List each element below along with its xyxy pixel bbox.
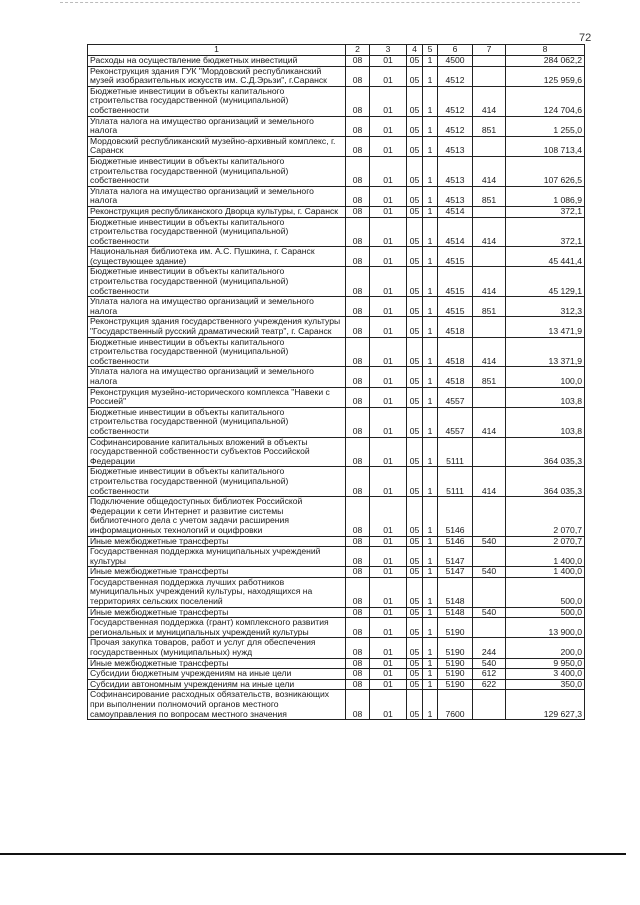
row-name-cell: Мордовский республиканский музейно-архивный комплекс, г. Саранск <box>88 136 346 156</box>
code-cell-2: 08 <box>346 116 370 136</box>
code-cell-3: 01 <box>370 247 407 267</box>
code-cell-7: 851 <box>473 116 506 136</box>
code-cell-6: 4513 <box>438 136 473 156</box>
code-cell-7 <box>473 66 506 86</box>
column-header: 4 <box>407 45 423 56</box>
code-cell-3: 01 <box>370 136 407 156</box>
code-cell-4: 05 <box>407 638 423 658</box>
code-cell-5: 1 <box>423 206 438 217</box>
row-name-cell: Реконструкция музейно-исторического комплекса "Навеки с Россией" <box>88 387 346 407</box>
table-row <box>88 337 585 367</box>
code-cell-4: 05 <box>407 577 423 607</box>
code-cell-2: 08 <box>346 669 370 680</box>
code-cell-4: 05 <box>407 337 423 367</box>
code-cell-5: 1 <box>423 267 438 297</box>
table-row <box>88 669 585 680</box>
code-cell-3: 01 <box>370 669 407 680</box>
code-cell-7: 414 <box>473 86 506 116</box>
amount-cell: 45 129,1 <box>506 267 585 297</box>
code-cell-2: 08 <box>346 337 370 367</box>
code-cell-6: 5111 <box>438 467 473 497</box>
code-cell-6: 5190 <box>438 618 473 638</box>
code-cell-3: 01 <box>370 407 407 437</box>
code-cell-5: 1 <box>423 536 438 547</box>
amount-cell: 500,0 <box>506 577 585 607</box>
table-row <box>88 437 585 467</box>
code-cell-7: 414 <box>473 156 506 186</box>
code-cell-5: 1 <box>423 337 438 367</box>
column-header: 1 <box>88 45 346 56</box>
code-cell-5: 1 <box>423 547 438 567</box>
code-cell-4: 05 <box>407 186 423 206</box>
code-cell-5: 1 <box>423 690 438 720</box>
column-header: 8 <box>506 45 585 56</box>
amount-cell: 1 086,9 <box>506 186 585 206</box>
amount-cell: 103,8 <box>506 407 585 437</box>
code-cell-6: 4518 <box>438 337 473 367</box>
code-cell-7 <box>473 690 506 720</box>
table-row <box>88 86 585 116</box>
code-cell-7 <box>473 497 506 536</box>
amount-cell: 9 950,0 <box>506 658 585 669</box>
code-cell-6: 4515 <box>438 267 473 297</box>
amount-cell: 107 626,5 <box>506 156 585 186</box>
budget-table <box>87 44 585 720</box>
code-cell-6: 4513 <box>438 156 473 186</box>
code-cell-4: 05 <box>407 56 423 67</box>
code-cell-5: 1 <box>423 66 438 86</box>
code-cell-7: 414 <box>473 337 506 367</box>
table-row <box>88 116 585 136</box>
amount-cell: 3 400,0 <box>506 669 585 680</box>
code-cell-2: 08 <box>346 217 370 247</box>
amount-cell: 13 900,0 <box>506 618 585 638</box>
code-cell-6: 4557 <box>438 407 473 437</box>
code-cell-2: 08 <box>346 317 370 337</box>
amount-cell: 2 070,7 <box>506 497 585 536</box>
code-cell-6: 4515 <box>438 247 473 267</box>
code-cell-7 <box>473 247 506 267</box>
code-cell-4: 05 <box>407 156 423 186</box>
code-cell-3: 01 <box>370 679 407 690</box>
code-cell-3: 01 <box>370 367 407 387</box>
code-cell-5: 1 <box>423 497 438 536</box>
amount-cell: 13 471,9 <box>506 317 585 337</box>
table-row <box>88 658 585 669</box>
code-cell-3: 01 <box>370 387 407 407</box>
scan-artifact-line <box>60 2 580 4</box>
column-header: 3 <box>370 45 407 56</box>
code-cell-2: 08 <box>346 658 370 669</box>
code-cell-2: 08 <box>346 567 370 578</box>
code-cell-6: 5146 <box>438 536 473 547</box>
code-cell-2: 08 <box>346 56 370 67</box>
code-cell-6: 5148 <box>438 607 473 618</box>
code-cell-5: 1 <box>423 658 438 669</box>
code-cell-2: 08 <box>346 387 370 407</box>
code-cell-4: 05 <box>407 206 423 217</box>
code-cell-6: 4557 <box>438 387 473 407</box>
table-row <box>88 247 585 267</box>
code-cell-4: 05 <box>407 367 423 387</box>
code-cell-6: 4512 <box>438 86 473 116</box>
code-cell-6: 5147 <box>438 547 473 567</box>
amount-cell: 200,0 <box>506 638 585 658</box>
table-row <box>88 367 585 387</box>
code-cell-2: 08 <box>346 679 370 690</box>
code-cell-7: 414 <box>473 407 506 437</box>
code-cell-4: 05 <box>407 387 423 407</box>
code-cell-2: 08 <box>346 467 370 497</box>
row-name-cell: Бюджетные инвестиции в объекты капитального строительства государственной (муниципальной) собственности <box>88 407 346 437</box>
code-cell-2: 08 <box>346 367 370 387</box>
amount-cell: 1 400,0 <box>506 567 585 578</box>
row-name-cell: Государственная поддержка муниципальных учреждений культуры <box>88 547 346 567</box>
row-name-cell: Софинансирование капитальных вложений в объекты государственной собственности субъектов Российской Федерации <box>88 437 346 467</box>
code-cell-5: 1 <box>423 367 438 387</box>
code-cell-5: 1 <box>423 217 438 247</box>
amount-cell: 103,8 <box>506 387 585 407</box>
code-cell-3: 01 <box>370 497 407 536</box>
code-cell-6: 5148 <box>438 577 473 607</box>
table-row <box>88 317 585 337</box>
code-cell-2: 08 <box>346 407 370 437</box>
code-cell-6: 7600 <box>438 690 473 720</box>
code-cell-3: 01 <box>370 618 407 638</box>
code-cell-6: 4518 <box>438 367 473 387</box>
column-header: 2 <box>346 45 370 56</box>
code-cell-3: 01 <box>370 607 407 618</box>
code-cell-6: 4512 <box>438 116 473 136</box>
code-cell-5: 1 <box>423 577 438 607</box>
table-row <box>88 186 585 206</box>
table-row <box>88 607 585 618</box>
code-cell-5: 1 <box>423 247 438 267</box>
code-cell-7 <box>473 547 506 567</box>
row-name-cell: Бюджетные инвестиции в объекты капитального строительства государственной (муниципальной) собственности <box>88 267 346 297</box>
code-cell-2: 08 <box>346 536 370 547</box>
table-row <box>88 206 585 217</box>
row-name-cell: Субсидии автономным учреждениям на иные цели <box>88 679 346 690</box>
code-cell-5: 1 <box>423 669 438 680</box>
code-cell-5: 1 <box>423 156 438 186</box>
code-cell-6: 5147 <box>438 567 473 578</box>
amount-cell: 364 035,3 <box>506 467 585 497</box>
row-name-cell: Иные межбюджетные трансферты <box>88 567 346 578</box>
code-cell-3: 01 <box>370 337 407 367</box>
code-cell-4: 05 <box>407 116 423 136</box>
code-cell-2: 08 <box>346 638 370 658</box>
code-cell-6: 4514 <box>438 206 473 217</box>
code-cell-5: 1 <box>423 607 438 618</box>
code-cell-4: 05 <box>407 658 423 669</box>
code-cell-4: 05 <box>407 679 423 690</box>
code-cell-4: 05 <box>407 607 423 618</box>
code-cell-2: 08 <box>346 86 370 116</box>
amount-cell: 45 441,4 <box>506 247 585 267</box>
code-cell-4: 05 <box>407 317 423 337</box>
code-cell-7: 851 <box>473 367 506 387</box>
table-row <box>88 467 585 497</box>
code-cell-7: 414 <box>473 467 506 497</box>
code-cell-7: 851 <box>473 297 506 317</box>
code-cell-6: 4512 <box>438 66 473 86</box>
row-name-cell: Расходы на осуществление бюджетных инвестиций <box>88 56 346 67</box>
table-row <box>88 577 585 607</box>
code-cell-5: 1 <box>423 618 438 638</box>
code-cell-4: 05 <box>407 247 423 267</box>
code-cell-5: 1 <box>423 186 438 206</box>
code-cell-3: 01 <box>370 536 407 547</box>
code-cell-5: 1 <box>423 467 438 497</box>
code-cell-2: 08 <box>346 577 370 607</box>
code-cell-7: 414 <box>473 217 506 247</box>
code-cell-7 <box>473 437 506 467</box>
amount-cell: 372,1 <box>506 217 585 247</box>
amount-cell: 1 400,0 <box>506 547 585 567</box>
page-number: 72 <box>579 32 592 44</box>
code-cell-7: 622 <box>473 679 506 690</box>
amount-cell: 500,0 <box>506 607 585 618</box>
code-cell-3: 01 <box>370 437 407 467</box>
column-header: 7 <box>473 45 506 56</box>
amount-cell: 2 070,7 <box>506 536 585 547</box>
code-cell-3: 01 <box>370 638 407 658</box>
table-header-row <box>88 45 585 56</box>
code-cell-4: 05 <box>407 407 423 437</box>
code-cell-2: 08 <box>346 618 370 638</box>
code-cell-3: 01 <box>370 577 407 607</box>
code-cell-7 <box>473 206 506 217</box>
code-cell-4: 05 <box>407 66 423 86</box>
row-name-cell: Иные межбюджетные трансферты <box>88 607 346 618</box>
code-cell-2: 08 <box>346 66 370 86</box>
code-cell-7 <box>473 136 506 156</box>
code-cell-5: 1 <box>423 317 438 337</box>
row-name-cell: Софинансирование расходных обязательств, возникающих при выполнении полномочий органов местного самоуправления по вопросам местного значения <box>88 690 346 720</box>
code-cell-7 <box>473 577 506 607</box>
row-name-cell: Уплата налога на имущество организаций и земельного налога <box>88 186 346 206</box>
code-cell-4: 05 <box>407 536 423 547</box>
code-cell-2: 08 <box>346 247 370 267</box>
code-cell-7: 414 <box>473 267 506 297</box>
row-name-cell: Бюджетные инвестиции в объекты капитального строительства государственной (муниципальной) собственности <box>88 86 346 116</box>
column-header: 6 <box>438 45 473 56</box>
code-cell-4: 05 <box>407 547 423 567</box>
code-cell-5: 1 <box>423 297 438 317</box>
code-cell-4: 05 <box>407 437 423 467</box>
amount-cell: 1 255,0 <box>506 116 585 136</box>
code-cell-5: 1 <box>423 86 438 116</box>
page-bottom-rule <box>0 853 626 855</box>
code-cell-5: 1 <box>423 387 438 407</box>
code-cell-3: 01 <box>370 217 407 247</box>
table-row <box>88 690 585 720</box>
amount-cell: 284 062,2 <box>506 56 585 67</box>
code-cell-3: 01 <box>370 317 407 337</box>
code-cell-5: 1 <box>423 567 438 578</box>
row-name-cell: Государственная поддержка лучших работников муниципальных учреждений культуры, находящихся на территориях сельских поселений <box>88 577 346 607</box>
code-cell-5: 1 <box>423 56 438 67</box>
code-cell-5: 1 <box>423 679 438 690</box>
code-cell-2: 08 <box>346 136 370 156</box>
table-row <box>88 387 585 407</box>
code-cell-3: 01 <box>370 690 407 720</box>
code-cell-2: 08 <box>346 607 370 618</box>
code-cell-7: 612 <box>473 669 506 680</box>
code-cell-6: 4500 <box>438 56 473 67</box>
amount-cell: 364 035,3 <box>506 437 585 467</box>
code-cell-3: 01 <box>370 267 407 297</box>
amount-cell: 124 704,6 <box>506 86 585 116</box>
code-cell-6: 5111 <box>438 437 473 467</box>
code-cell-7: 244 <box>473 638 506 658</box>
table-row <box>88 66 585 86</box>
code-cell-2: 08 <box>346 690 370 720</box>
table-row <box>88 618 585 638</box>
table-row <box>88 217 585 247</box>
row-name-cell: Бюджетные инвестиции в объекты капитального строительства государственной (муниципальной) собственности <box>88 467 346 497</box>
code-cell-6: 5190 <box>438 679 473 690</box>
row-name-cell: Бюджетные инвестиции в объекты капитального строительства государственной (муниципальной) собственности <box>88 156 346 186</box>
code-cell-3: 01 <box>370 567 407 578</box>
amount-cell: 13 371,9 <box>506 337 585 367</box>
code-cell-7: 540 <box>473 607 506 618</box>
table-row <box>88 297 585 317</box>
column-header: 5 <box>423 45 438 56</box>
code-cell-4: 05 <box>407 669 423 680</box>
row-name-cell: Прочая закупка товаров, работ и услуг для обеспечения государственных (муниципальных) нужд <box>88 638 346 658</box>
code-cell-2: 08 <box>346 156 370 186</box>
amount-cell: 100,0 <box>506 367 585 387</box>
code-cell-3: 01 <box>370 86 407 116</box>
code-cell-7 <box>473 618 506 638</box>
code-cell-6: 5190 <box>438 638 473 658</box>
code-cell-5: 1 <box>423 407 438 437</box>
row-name-cell: Реконструкция республиканского Дворца культуры, г. Саранск <box>88 206 346 217</box>
code-cell-4: 05 <box>407 497 423 536</box>
code-cell-3: 01 <box>370 56 407 67</box>
code-cell-2: 08 <box>346 267 370 297</box>
table-row <box>88 407 585 437</box>
code-cell-6: 4518 <box>438 317 473 337</box>
table-row <box>88 679 585 690</box>
row-name-cell: Уплата налога на имущество организаций и земельного налога <box>88 367 346 387</box>
code-cell-4: 05 <box>407 467 423 497</box>
code-cell-7 <box>473 56 506 67</box>
row-name-cell: Уплата налога на имущество организаций и земельного налога <box>88 297 346 317</box>
code-cell-7: 851 <box>473 186 506 206</box>
code-cell-3: 01 <box>370 297 407 317</box>
table-row <box>88 267 585 297</box>
code-cell-6: 5190 <box>438 658 473 669</box>
amount-cell: 129 627,3 <box>506 690 585 720</box>
code-cell-6: 4515 <box>438 297 473 317</box>
code-cell-3: 01 <box>370 547 407 567</box>
code-cell-3: 01 <box>370 186 407 206</box>
code-cell-6: 5146 <box>438 497 473 536</box>
row-name-cell: Бюджетные инвестиции в объекты капитального строительства государственной (муниципальной) собственности <box>88 217 346 247</box>
code-cell-4: 05 <box>407 217 423 247</box>
row-name-cell: Реконструкция здания ГУК "Мордовский республиканский музей изобразительных искусств им. С.Д.Эрьзи", г.Саранск <box>88 66 346 86</box>
code-cell-3: 01 <box>370 156 407 186</box>
row-name-cell: Подключение общедоступных библиотек Российской Федерации к сети Интернет и развитие системы библиотечного дела с учетом задачи расширения информационных технологий и оцифровки <box>88 497 346 536</box>
code-cell-3: 01 <box>370 66 407 86</box>
row-name-cell: Государственная поддержка (грант) комплексного развития региональных и муниципальных учреждений культуры <box>88 618 346 638</box>
code-cell-6: 5190 <box>438 669 473 680</box>
code-cell-2: 08 <box>346 206 370 217</box>
code-cell-2: 08 <box>346 297 370 317</box>
code-cell-7 <box>473 387 506 407</box>
code-cell-5: 1 <box>423 638 438 658</box>
code-cell-7: 540 <box>473 658 506 669</box>
code-cell-6: 4513 <box>438 186 473 206</box>
code-cell-2: 08 <box>346 497 370 536</box>
row-name-cell: Иные межбюджетные трансферты <box>88 536 346 547</box>
table-row <box>88 136 585 156</box>
code-cell-2: 08 <box>346 437 370 467</box>
amount-cell: 108 713,4 <box>506 136 585 156</box>
table-row <box>88 567 585 578</box>
amount-cell: 350,0 <box>506 679 585 690</box>
code-cell-4: 05 <box>407 297 423 317</box>
table-row <box>88 536 585 547</box>
row-name-cell: Уплата налога на имущество организаций и земельного налога <box>88 116 346 136</box>
amount-cell: 312,3 <box>506 297 585 317</box>
row-name-cell: Национальная библиотека им. А.С. Пушкина, г. Саранск (существующее здание) <box>88 247 346 267</box>
code-cell-2: 08 <box>346 186 370 206</box>
table-row <box>88 497 585 536</box>
code-cell-7: 540 <box>473 536 506 547</box>
code-cell-5: 1 <box>423 437 438 467</box>
code-cell-4: 05 <box>407 136 423 156</box>
code-cell-5: 1 <box>423 136 438 156</box>
code-cell-2: 08 <box>346 547 370 567</box>
table-row <box>88 156 585 186</box>
code-cell-3: 01 <box>370 206 407 217</box>
code-cell-7 <box>473 317 506 337</box>
code-cell-4: 05 <box>407 567 423 578</box>
code-cell-5: 1 <box>423 116 438 136</box>
code-cell-3: 01 <box>370 116 407 136</box>
row-name-cell: Бюджетные инвестиции в объекты капитального строительства государственной (муниципальной) собственности <box>88 337 346 367</box>
code-cell-4: 05 <box>407 690 423 720</box>
code-cell-7: 540 <box>473 567 506 578</box>
table-row <box>88 547 585 567</box>
amount-cell: 372,1 <box>506 206 585 217</box>
amount-cell: 125 959,6 <box>506 66 585 86</box>
code-cell-3: 01 <box>370 658 407 669</box>
code-cell-3: 01 <box>370 467 407 497</box>
code-cell-4: 05 <box>407 267 423 297</box>
code-cell-4: 05 <box>407 618 423 638</box>
row-name-cell: Субсидии бюджетным учреждениям на иные цели <box>88 669 346 680</box>
code-cell-6: 4514 <box>438 217 473 247</box>
table-row <box>88 56 585 67</box>
table-body <box>88 56 585 720</box>
row-name-cell: Реконструкция здания государственного учреждения культуры "Государственный русский драматический театр", г. Саранск <box>88 317 346 337</box>
row-name-cell: Иные межбюджетные трансферты <box>88 658 346 669</box>
table-row <box>88 638 585 658</box>
code-cell-4: 05 <box>407 86 423 116</box>
